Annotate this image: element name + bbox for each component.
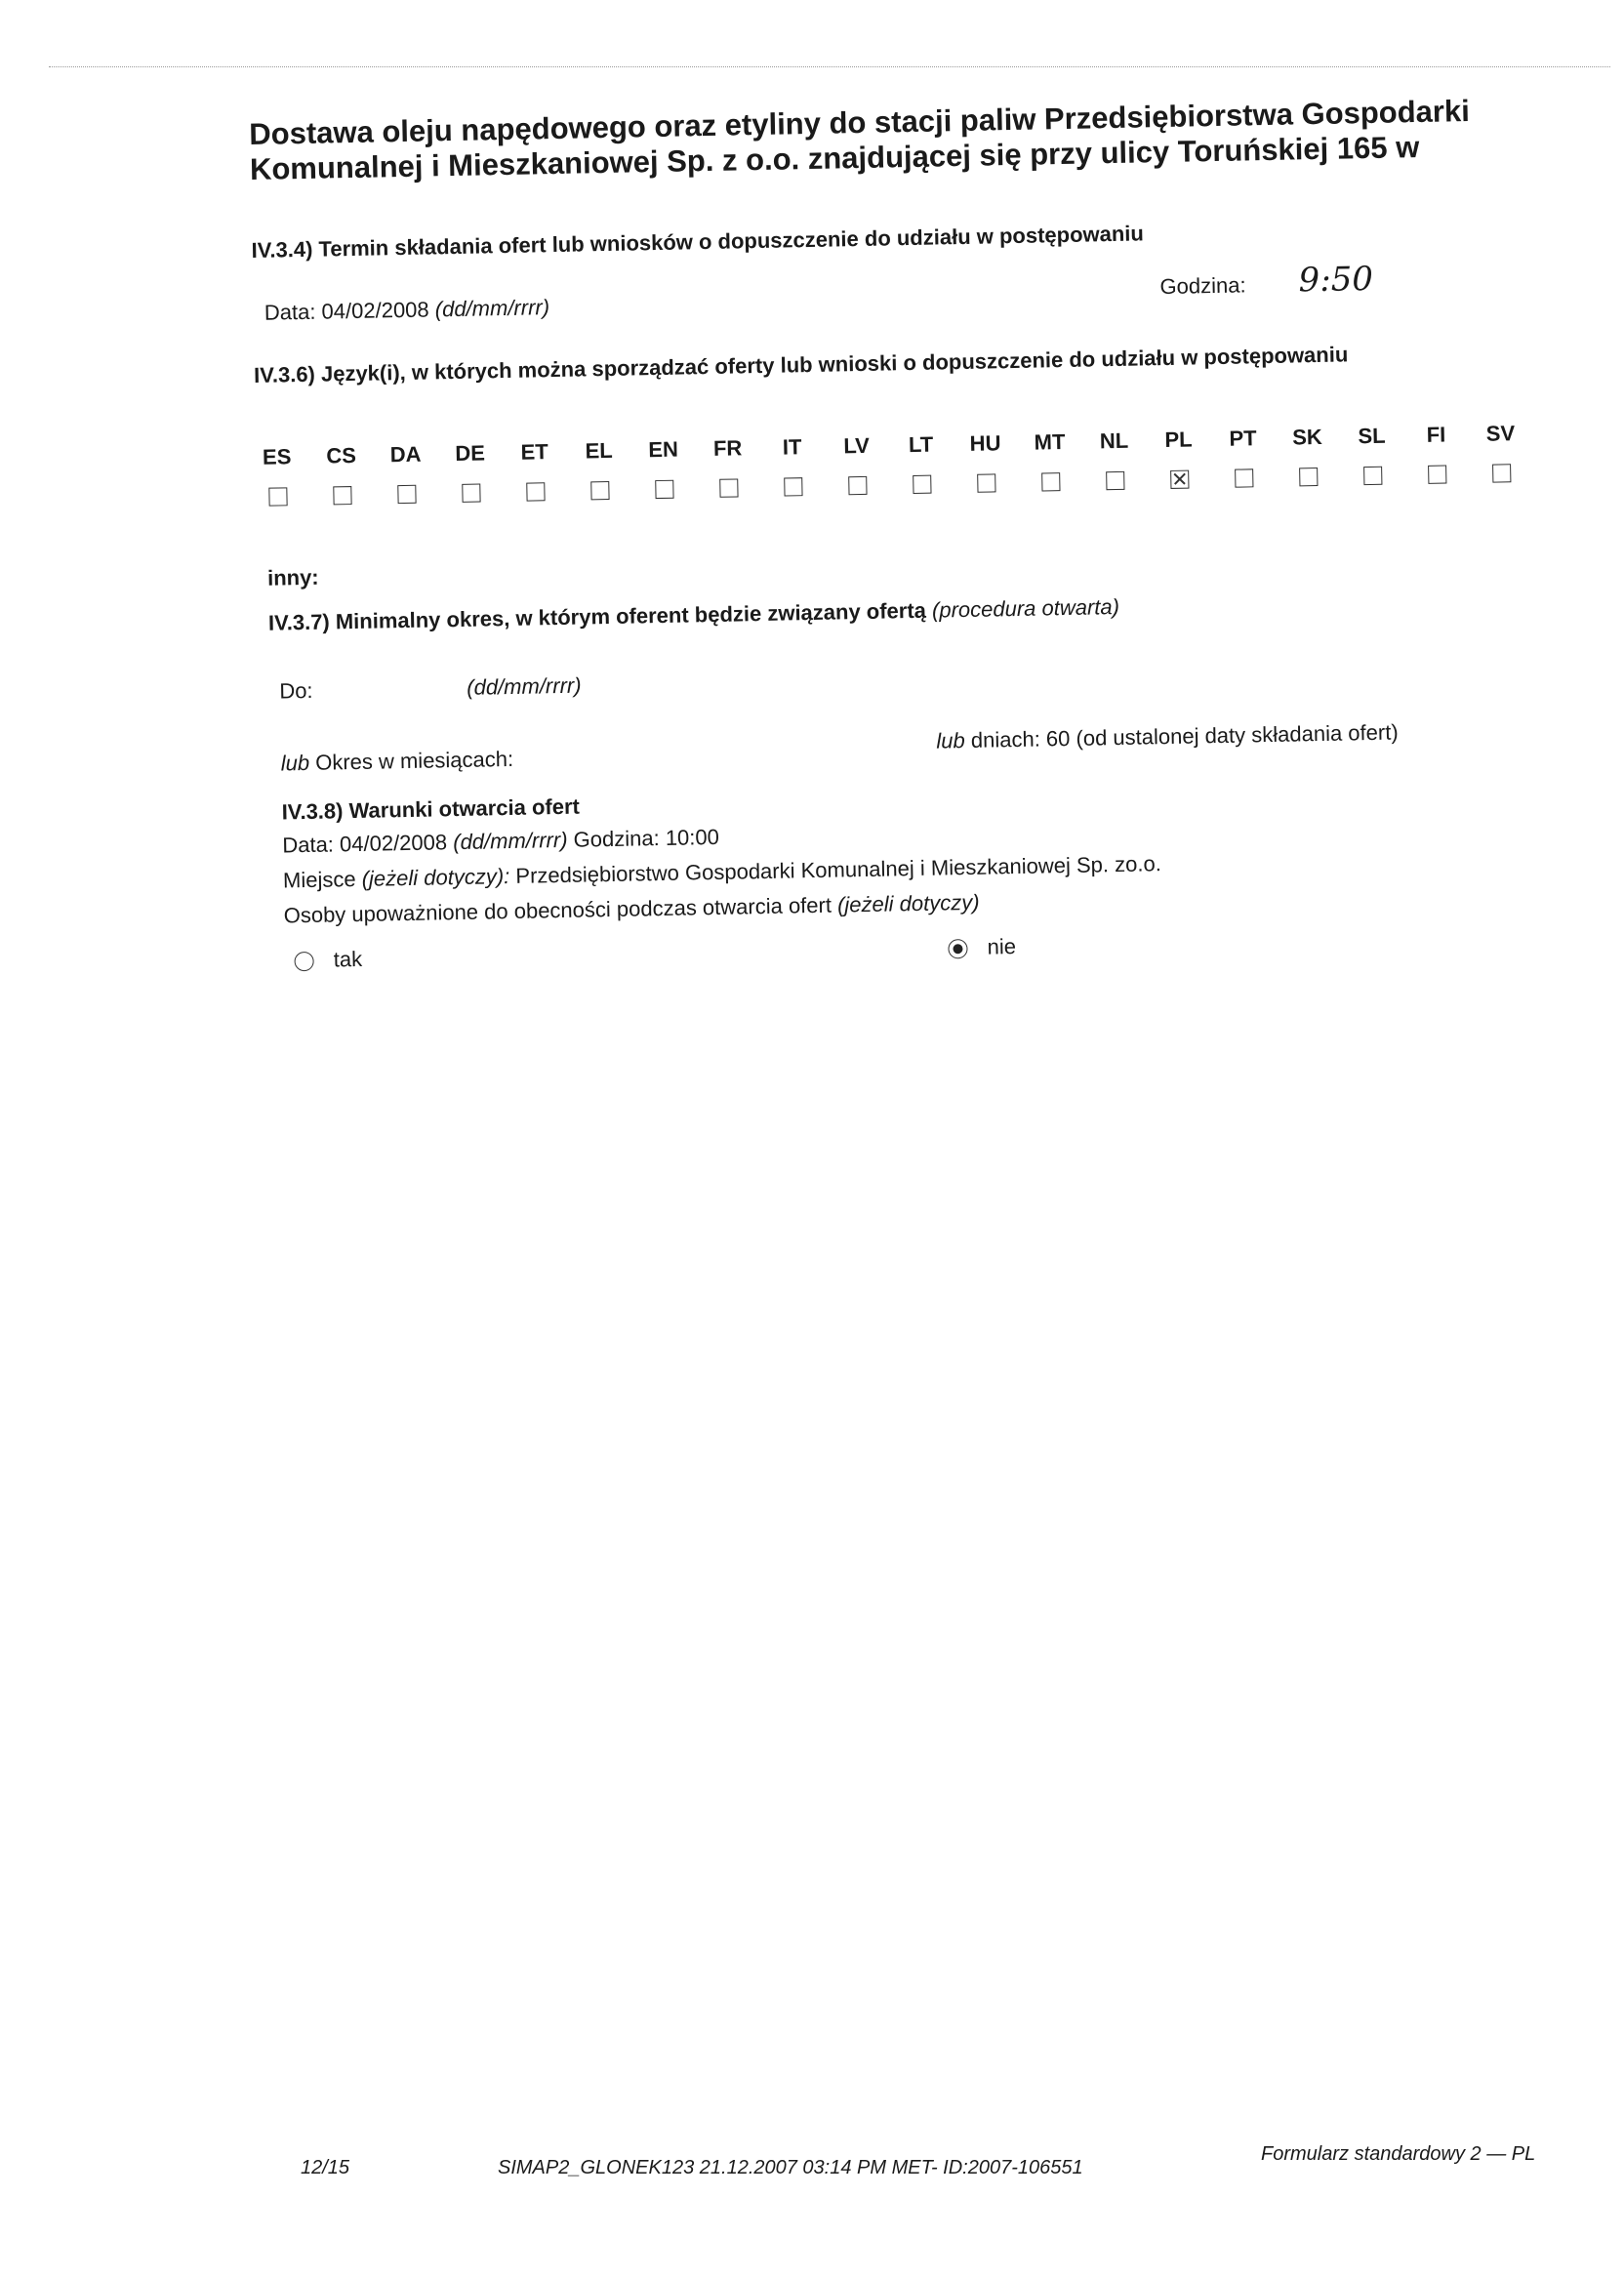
option-nie-label: nie	[987, 934, 1017, 959]
language-checkbox-el[interactable]	[590, 481, 609, 500]
binding-days-prefix: lub	[936, 728, 965, 753]
submission-date	[264, 295, 550, 326]
option-tak[interactable]	[294, 947, 362, 973]
language-option-cs	[319, 443, 363, 506]
language-checkbox-lt[interactable]	[913, 475, 931, 494]
language-code: CS	[326, 442, 357, 468]
language-checkbox-row	[255, 421, 1524, 533]
binding-days-label: dniach: 60 (od ustalonej daty składania ofert)	[970, 719, 1399, 753]
submission-time	[1159, 260, 1373, 303]
language-option-el	[577, 438, 621, 501]
language-code: IT	[782, 434, 802, 460]
footer-form-name: Formularz standardowy 2 — PL	[1261, 2143, 1536, 2165]
language-option-hu	[963, 430, 1007, 493]
authorized-persons-note: (jeżeli dotyczy)	[836, 889, 980, 917]
language-option-mt	[1028, 429, 1072, 492]
language-option-sk	[1285, 425, 1329, 487]
submission-date-label: Data: 04/02/2008	[264, 297, 429, 325]
language-code: DE	[455, 440, 486, 467]
language-code: SV	[1485, 421, 1516, 446]
submission-time-label: Godzina:	[1159, 272, 1246, 300]
language-option-en	[641, 436, 685, 499]
language-option-es	[255, 444, 299, 507]
language-code: LT	[908, 431, 934, 458]
form-content	[249, 93, 1519, 972]
language-checkbox-mt[interactable]	[1041, 472, 1060, 491]
document-title: Dostawa oleju napędowego oraz etyliny do stacji paliw Przedsiębiorstwa Gospodarki Komunalnej i Mieszkaniowej Sp. z o.o. znajdującej się przy ulicy Toruńskiej 165 w	[249, 93, 1471, 186]
opening-time: Godzina: 10:00	[573, 824, 720, 852]
language-checkbox-it[interactable]	[784, 477, 802, 496]
section-iv-3-7-heading	[268, 594, 1120, 636]
language-checkbox-lv[interactable]	[848, 476, 867, 495]
language-checkbox-es[interactable]	[268, 487, 287, 506]
language-code: HU	[969, 430, 1001, 456]
opening-date-format: (dd/mm/rrrr)	[452, 827, 568, 855]
language-code: PL	[1164, 427, 1193, 453]
language-checkbox-sk[interactable]	[1299, 468, 1318, 486]
language-code: DA	[389, 441, 422, 468]
language-checkbox-fi[interactable]	[1428, 466, 1446, 484]
language-checkbox-pl[interactable]	[1170, 470, 1189, 489]
submission-date-format: (dd/mm/rrrr)	[434, 295, 550, 322]
language-checkbox-sv[interactable]	[1492, 464, 1511, 482]
language-option-it	[770, 434, 814, 497]
authorized-persons	[283, 890, 979, 929]
binding-months-prefix: lub	[280, 750, 310, 776]
language-code: PT	[1229, 426, 1257, 451]
opening-place-value: Przedsiębiorstwo Gospodarki Komunalnej i Mieszkaniowej Sp. zo.o.	[515, 851, 1162, 888]
language-option-lv	[834, 433, 878, 496]
language-checkbox-en[interactable]	[655, 480, 673, 499]
language-code: MT	[1034, 429, 1066, 455]
authorized-persons-label: Osoby upoważnione do obecności podczas otwarcia ofert	[283, 892, 832, 928]
opening-place	[283, 851, 1161, 893]
other-language-label: inny:	[266, 564, 319, 590]
language-option-fr	[706, 435, 750, 498]
opening-date	[282, 825, 719, 859]
language-code: EL	[585, 437, 613, 464]
radio-tak[interactable]	[294, 952, 313, 971]
section-iv-3-7-title: IV.3.7) Minimalny okres, w którym oferent będzie związany ofertą	[267, 597, 927, 635]
language-code: ET	[520, 439, 548, 465]
language-option-sv	[1479, 421, 1522, 483]
opening-date-label: Data: 04/02/2008	[282, 830, 448, 858]
footer-page-number: 12/15	[301, 2157, 350, 2178]
option-nie[interactable]	[948, 934, 1016, 960]
language-code: EN	[648, 436, 679, 463]
language-option-da	[384, 442, 427, 505]
language-checkbox-cs[interactable]	[333, 486, 351, 505]
language-checkbox-da[interactable]	[397, 485, 416, 504]
language-option-pt	[1221, 426, 1265, 488]
opening-place-note: (jeżeli dotyczy):	[361, 864, 510, 891]
section-iv-3-7-note: (procedura otwarta)	[931, 593, 1120, 623]
section-iv-3-8-heading: IV.3.8) Warunki otwarcia ofert	[281, 793, 581, 825]
submission-time-handwritten: 9:50	[1298, 259, 1374, 301]
language-checkbox-et[interactable]	[526, 482, 545, 501]
option-tak-label: tak	[333, 946, 363, 972]
language-option-et	[512, 439, 556, 502]
language-code: FI	[1426, 422, 1446, 447]
language-option-fi	[1414, 422, 1458, 484]
language-code: ES	[262, 444, 292, 469]
radio-nie[interactable]	[948, 939, 967, 958]
language-option-pl	[1157, 427, 1200, 489]
language-option-sl	[1350, 424, 1394, 486]
language-option-de	[448, 440, 492, 503]
binding-until-format: (dd/mm/rrrr)	[467, 672, 582, 700]
language-code: LV	[843, 432, 871, 459]
language-code: NL	[1099, 427, 1129, 454]
language-checkbox-sl[interactable]	[1363, 467, 1382, 485]
language-code: FR	[712, 435, 743, 461]
binding-until-label: Do:	[279, 677, 313, 704]
binding-months	[280, 747, 513, 777]
language-checkbox-hu[interactable]	[977, 473, 995, 492]
binding-months-label: Okres w miesiącach:	[314, 746, 514, 775]
language-code: SK	[1291, 424, 1323, 450]
language-checkbox-fr[interactable]	[719, 478, 738, 497]
language-checkbox-pt[interactable]	[1235, 468, 1253, 487]
opening-place-label: Miejsce	[282, 867, 356, 893]
section-iv-3-4-heading: IV.3.4) Termin składania ofert lub wniosków o dopuszczenie do udziału w postępowaniu	[251, 221, 1145, 263]
language-checkbox-nl[interactable]	[1106, 471, 1124, 490]
section-iv-3-6-heading: IV.3.6) Język(i), w których można sporządzać oferty lub wnioski o dopuszczenie do udziału w postępowaniu	[253, 342, 1349, 387]
language-option-nl	[1092, 428, 1136, 491]
binding-days	[936, 720, 1399, 754]
language-checkbox-de[interactable]	[462, 484, 480, 503]
language-option-lt	[899, 431, 943, 494]
footer-document-id: SIMAP2_GLONEK123 21.12.2007 03:14 PM MET- ID:2007-106551	[498, 2157, 1083, 2178]
scan-edge-line	[49, 66, 1610, 67]
language-code: SL	[1358, 423, 1386, 449]
